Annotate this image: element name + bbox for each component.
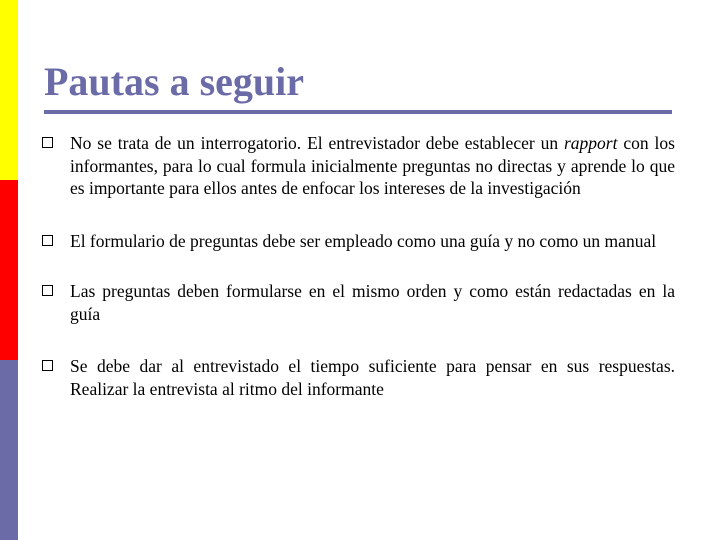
bullet-text: Las preguntas deben formularse en el mismo orden y como están redactadas en la guía <box>70 281 675 324</box>
square-bullet-icon <box>42 360 53 371</box>
title-underline <box>44 110 672 114</box>
bullet-text-part: No se trata de un interrogatorio. El entrevistador debe establecer un <box>70 133 564 153</box>
bullet-text <box>70 132 675 200</box>
bullet-list <box>40 132 680 400</box>
bullet-item <box>40 132 680 200</box>
bullet-item <box>40 280 680 325</box>
accent-segment-yellow <box>0 0 18 180</box>
bullet-text: El formulario de preguntas debe ser empleado como una guía y no como un manual <box>70 230 657 251</box>
slide-title: Pautas a seguir <box>44 59 304 104</box>
square-bullet-icon <box>42 137 53 148</box>
bullet-text: Se debe dar al entrevistado el tiempo suficiente para pensar en sus respuestas. Realizar la entrevista al ritmo del informante <box>70 356 675 399</box>
bullet-emphasis: rapport <box>564 133 618 153</box>
bullet-item <box>40 230 680 253</box>
bullet-text-part: con los informantes, para lo cual formula inicialmente preguntas no directas y aprende lo que es importante para ellos antes de enfocar los intereses de la investigación <box>70 133 675 198</box>
bullet-item <box>40 355 680 400</box>
accent-segment-blue <box>0 360 18 540</box>
accent-segment-red <box>0 180 18 360</box>
left-accent-bar <box>0 0 18 540</box>
square-bullet-icon <box>42 285 53 296</box>
square-bullet-icon <box>42 235 53 246</box>
